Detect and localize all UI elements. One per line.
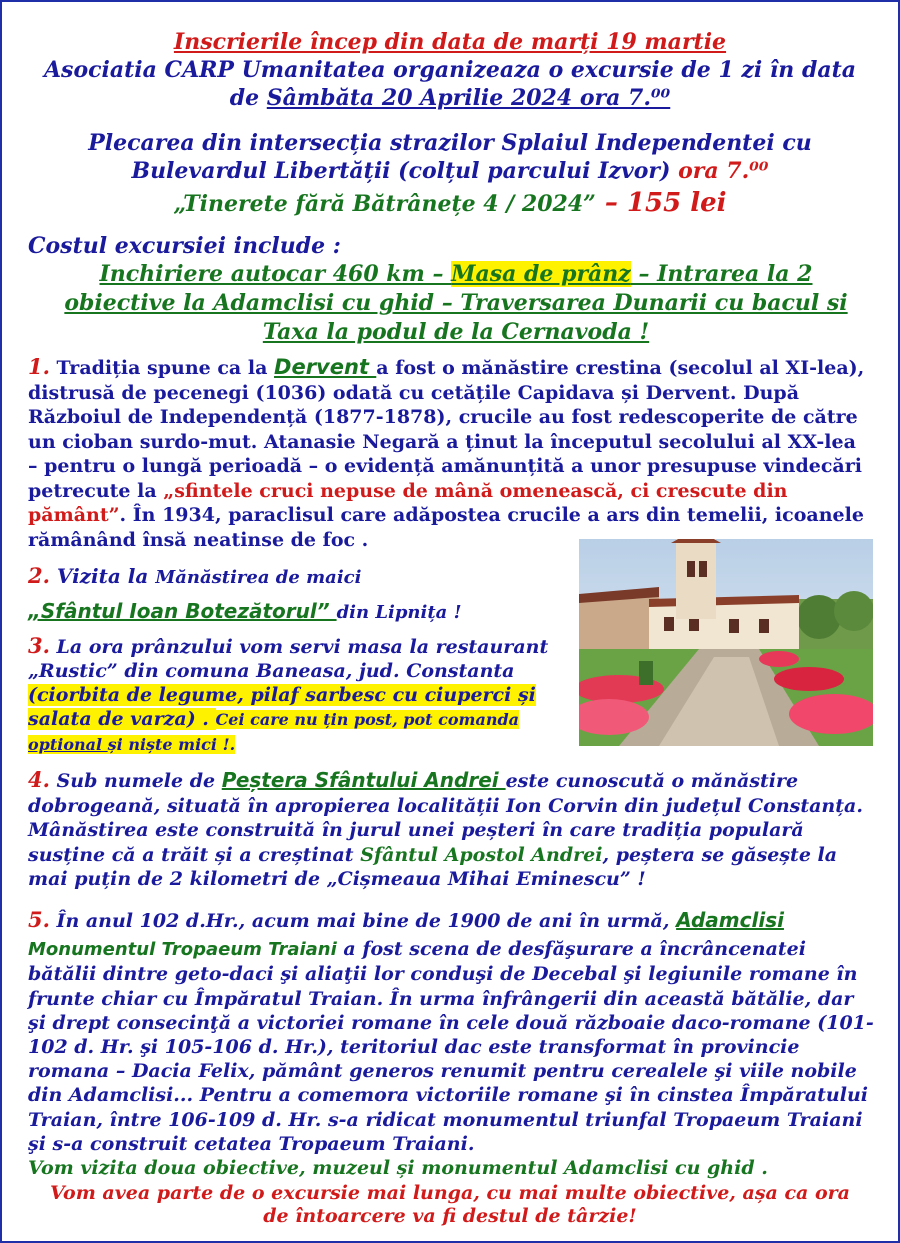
item-3-note-end: și niște mici !. (107, 735, 236, 754)
item-5-visit: Vom vizita doua obiective, muzeul și monumentul Adamclisi cu ghid . (28, 1157, 768, 1180)
item-3-text: La ora prânzului vom servi masa la restaurant „Rustic” din comuna Baneasa, jud. Constanta (28, 636, 549, 682)
item-5-text-b: a fost scena de desfăşurare a încrâncenatei bătălii dintre geto-daci şi aliaţii lor conduşi de Decebal şi legiunile romane în frunte chiar cu Împăratul Traian. În urma înfrângerii din această bătălie, dar şi drept consecinţă a victoriei romane în cele două războaie daco-romane (101-102 d. Hr. şi 105-106 d. Hr.), teritoriul dac este transformat în provincie romana – Dacia Felix, pământ generos renumit pentru cerealele şi viile nobile din Adamclisi... Pentru a comemora victoriile romane şi în cinstea Împăratului Traian, între 106-109 d. Hr. s-a ridicat monumentul triunfal Tropaeum Traiani şi s-a construit cetatea Tropaeum Traiani. (28, 938, 874, 1155)
cost-line-1 (28, 260, 884, 289)
cost-list (28, 260, 884, 347)
item-5-text-a: În anul 102 d.Hr., acum mai bine de 1900 de ani în urmă, (49, 910, 677, 932)
item-2-number: 2. (28, 563, 50, 588)
item-2-text-c: din Lipnița ! (336, 602, 462, 623)
item-2-name: „Sfântul Ioan Botezătorul” (28, 599, 337, 623)
cost-title: Costul excursiei include : (28, 233, 341, 259)
item-2-line-2 (28, 596, 573, 628)
cost-block (28, 232, 884, 347)
item-3 (28, 634, 573, 757)
cost-line-3: Taxa la podul de la Cernavoda ! (262, 319, 650, 345)
item-2 (28, 562, 573, 628)
cost-entry: – Intrarea la 2 (630, 261, 813, 287)
program-line (2, 189, 898, 218)
item-4-number: 4. (28, 767, 50, 792)
departure-line-2 (2, 157, 898, 185)
item-4 (28, 768, 874, 892)
program-name: „Tinerete fără Bătrânețe 4 / 2024” (173, 191, 596, 217)
item-1-text-b: a fost o mănăstire crestina (secolul al XI-lea), distrusă de pecenegi (1036) odată cu cetățile Capidava și Dervent. După Războiul de Independență (1877-1878), crucile au fost redescoperite de către un cioban surdo-mut. Atanasie Negară a ținut la începutul secolului al XX-lea – pentru o lungă perioadă – o evidență amănunțită a unor presupuse vindecări petrecute la (28, 357, 865, 502)
trip-date: Sâmbăta 20 Aprilie 2024 ora 7.⁰⁰ (266, 85, 671, 111)
item-3-menu: (ciorbita de legume, pilaf sarbesc cu ciuperci și salata de varza) . (28, 684, 536, 730)
cost-line-2: obiective la Adamclisi cu ghid – Traversarea Dunarii cu bacul si (64, 290, 848, 316)
closing-line-2: de întoarcere va fi destul de târzie! (263, 1205, 637, 1227)
monastery-photo (579, 539, 873, 746)
item-5 (28, 908, 876, 1180)
item-3-note: Cei care nu țin post, pot comanda (215, 710, 520, 729)
item-1-text-c: . În 1934, paraclisul care adăpostea crucile a ars din temelii, icoanele rămânând însă neatinse de foc . (28, 504, 864, 551)
header (2, 28, 898, 112)
closing (2, 1182, 898, 1228)
item-1-name: Dervent (274, 355, 377, 379)
cost-lunch: Masa de prânz (451, 261, 631, 287)
item-4-text-a: Sub numele de (49, 770, 222, 792)
departure-time: ora 7.⁰⁰ (678, 158, 769, 184)
closing-line-1: Vom avea parte de o excursie mai lunga, cu mai multe obiective, așa ca ora (50, 1182, 850, 1204)
monastery-illustration (579, 539, 873, 746)
item-5-number: 5. (28, 907, 50, 932)
item-4-text-c: , peștera se găsește la mai puțin de 2 kilometri de „Cișmeaua Mihai Eminescu” ! (28, 843, 838, 890)
item-1-text-a: Tradiția spune ca la (49, 357, 275, 379)
item-4-name: Peștera Sfântului Andrei (221, 768, 506, 792)
organizer-line: Asociatia CARP Umanitatea organizeaza o excursie de 1 zi în data (43, 57, 856, 83)
item-3-optional: optional (28, 735, 108, 754)
date-prefix: de (229, 85, 267, 111)
item-4-text-b: este cunoscută o mănăstire dobrogeană, situată în apropierea localității Ion Corvin din județul Constanța. Mânăstirea este construită în jurul unei peșteri în care tradiția populară susține că a trăit și a creștinat (28, 770, 863, 866)
registration-line: Inscrierile încep din data de marți 19 martie (173, 29, 727, 55)
item-3-number: 3. (28, 633, 50, 658)
item-2-line-1 (28, 562, 573, 592)
item-2-text-b: Mănăstirea de maici (155, 567, 362, 588)
item-1-quote: „sfintele cruci nepuse de mână omenească, ci crescute din pământ” (28, 479, 788, 526)
date-line (2, 84, 898, 112)
item-1-number: 1. (28, 354, 50, 379)
item-1 (28, 355, 868, 552)
item-5-name-1: Adamclisi (676, 908, 784, 932)
item-5-name-2: Monumentul Tropaeum Traiani (28, 939, 337, 961)
item-2-text-a: Vizita la (49, 564, 156, 588)
departure-line-1: Plecarea din intersecția strazilor Splaiul Independentei cu (88, 130, 812, 156)
departure-location: Bulevardul Libertății (colțul parcului Izvor) (131, 158, 679, 184)
item-4-saint: Sfântul Apostol Andrei (360, 843, 603, 866)
cost-bus: Inchiriere autocar 460 km – (99, 261, 452, 287)
item-5-body (28, 937, 876, 1156)
departure-block (2, 129, 898, 218)
price: – 155 lei (595, 188, 727, 218)
